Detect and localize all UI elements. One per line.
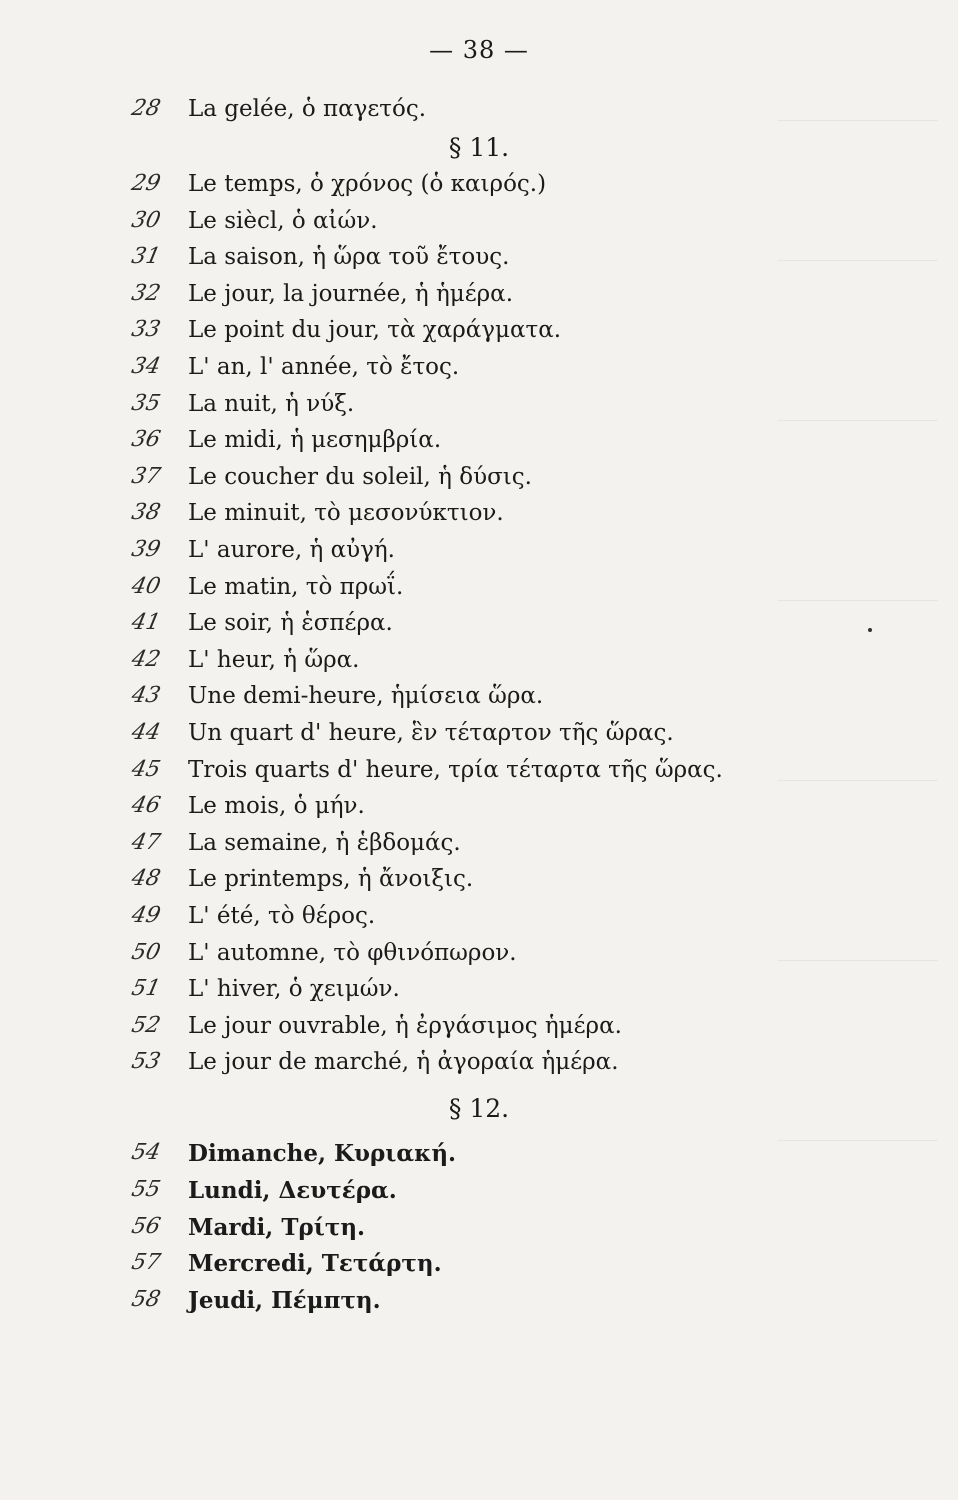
entry-text: Dimanche, Κυριακή. (188, 1140, 457, 1168)
vocab-entry (0, 354, 958, 390)
entry-text: Une demi-heure, ἡμίσεια ὥρα. (188, 683, 544, 710)
handwritten-number: 39 (129, 537, 163, 563)
handwritten-number: 37 (129, 463, 163, 489)
entry-text: Le jour ouvrable, ἡ ἐργάσιμος ἡμέρα. (188, 1012, 622, 1039)
handwritten-number: 45 (129, 756, 163, 782)
handwritten-number: 44 (129, 720, 163, 746)
entry-text: Le point du jour, τὰ χαράγματα. (188, 317, 562, 344)
vocab-entry (0, 500, 958, 536)
entry-text: La saison, ἡ ὥρα τοῦ ἔτους. (188, 244, 510, 271)
handwritten-number: 57 (129, 1250, 163, 1276)
handwritten-number: 34 (129, 354, 163, 380)
vocab-entry (0, 208, 958, 244)
handwritten-number: 29 (129, 171, 163, 197)
entry-text: Le jour, la journée, ἡ ἡμέρα. (188, 280, 513, 307)
vocab-entry (0, 647, 958, 683)
entry-text: L' hiver, ὁ χειμών. (188, 976, 400, 1003)
entry-text: La gelée, ὁ παγετός. (188, 96, 427, 122)
entry-text: Un quart d' heure, ἓν τέταρτον τῆς ὥρας. (188, 720, 674, 747)
handwritten-number: 48 (129, 866, 163, 892)
vocab-entry (0, 391, 958, 427)
entry-text: Lundi, Δευτέρα. (188, 1177, 397, 1205)
handwritten-number: 46 (129, 793, 163, 819)
handwritten-number: 40 (129, 573, 163, 599)
handwritten-number: 56 (129, 1213, 163, 1239)
vocab-entry (0, 1177, 958, 1213)
entry-text: Le soir, ἡ ἑσπέρα. (188, 610, 393, 637)
entry-text: Le coucher du soleil, ἡ δύσις. (188, 463, 532, 490)
entry-text: L' heur, ἡ ὥρα. (188, 646, 360, 673)
page-number: — 38 — (429, 36, 529, 64)
vocab-entry (0, 683, 958, 719)
entry-text: Le jour de marché, ἡ ἀγοραία ἡμέρα. (188, 1049, 619, 1076)
vocab-entry (0, 866, 958, 902)
vocab-entry (0, 793, 958, 829)
handwritten-number: 28 (129, 96, 163, 121)
section-heading: § 12. (448, 1094, 510, 1124)
vocab-entry (0, 244, 958, 280)
entry-text: L' an, l' année, τὸ ἔτος. (188, 354, 460, 381)
handwritten-number: 36 (129, 427, 163, 453)
vocab-entry (0, 976, 958, 1012)
entry-text: Le midi, ἡ μεσημβρία. (188, 427, 442, 454)
entry-text: Le temps, ὁ χρόνος (ὁ καιρός.) (188, 171, 547, 198)
vocab-entry (0, 1287, 958, 1323)
vocab-entry (0, 281, 958, 317)
entry-text: Le mois, ὁ μήν. (188, 793, 365, 820)
entry-text: Le printemps, ἡ ἄνοιξις. (188, 866, 474, 893)
handwritten-number: 51 (129, 976, 163, 1002)
entry-text: Mercredi, Τετάρτη. (188, 1250, 442, 1278)
handwritten-number: 38 (129, 500, 163, 526)
handwritten-number: 42 (129, 646, 163, 672)
handwritten-number: 32 (129, 280, 163, 306)
vocab-entry (0, 537, 958, 573)
handwritten-number: 53 (129, 1049, 163, 1075)
vocab-entry (0, 427, 958, 463)
entry-text: Jeudi, Πέμπτη. (188, 1286, 381, 1314)
vocab-entry (0, 1140, 958, 1176)
vocab-entry (0, 720, 958, 756)
vocab-entry (0, 757, 958, 793)
entry-text: Le siècl, ὁ αἰών. (188, 207, 378, 234)
handwritten-number: 30 (129, 207, 163, 233)
entry-text: L' aurore, ἡ αὐγή. (188, 537, 395, 564)
handwritten-number: 58 (129, 1286, 163, 1312)
handwritten-number: 31 (129, 244, 163, 270)
vocab-entry (0, 830, 958, 866)
vocab-entry (0, 610, 958, 646)
entry-text: Le minuit, τὸ μεσονύκτιον. (188, 500, 504, 527)
handwritten-number: 35 (129, 390, 163, 416)
vocab-entry (0, 940, 958, 976)
vocab-entry (0, 1049, 958, 1085)
vocab-entry (0, 464, 958, 500)
vocab-entry (0, 574, 958, 610)
handwritten-number: 54 (129, 1140, 163, 1166)
entry-text: Trois quarts d' heure, τρία τέταρτα τῆς ὥρας. (188, 756, 723, 783)
vocab-entry (0, 1250, 958, 1286)
vocab-entry (0, 317, 958, 353)
vocab-entry (0, 96, 958, 132)
handwritten-number: 52 (129, 1012, 163, 1038)
handwritten-number: 41 (129, 610, 163, 636)
handwritten-number: 49 (129, 903, 163, 929)
vocab-entry (0, 171, 958, 207)
section-heading: § 11. (448, 132, 510, 162)
entry-text: L' automne, τὸ φθινόπωρον. (188, 939, 517, 966)
entry-text: Le matin, τὸ πρωΐ. (188, 573, 404, 600)
entry-text: Mardi, Τρίτη. (188, 1213, 366, 1241)
handwritten-number: 47 (129, 829, 163, 855)
handwritten-number: 55 (129, 1177, 163, 1203)
vocab-entry (0, 1013, 958, 1049)
entry-text: La semaine, ἡ ἑβδομάς. (188, 829, 461, 856)
vocab-entry (0, 903, 958, 939)
entry-text: La nuit, ἡ νύξ. (188, 390, 355, 417)
vocab-entry (0, 1214, 958, 1250)
handwritten-number: 33 (129, 317, 163, 343)
handwritten-number: 43 (129, 683, 163, 709)
handwritten-number: 50 (129, 939, 163, 965)
entry-text: L' été, τὸ θέρος. (188, 903, 376, 930)
